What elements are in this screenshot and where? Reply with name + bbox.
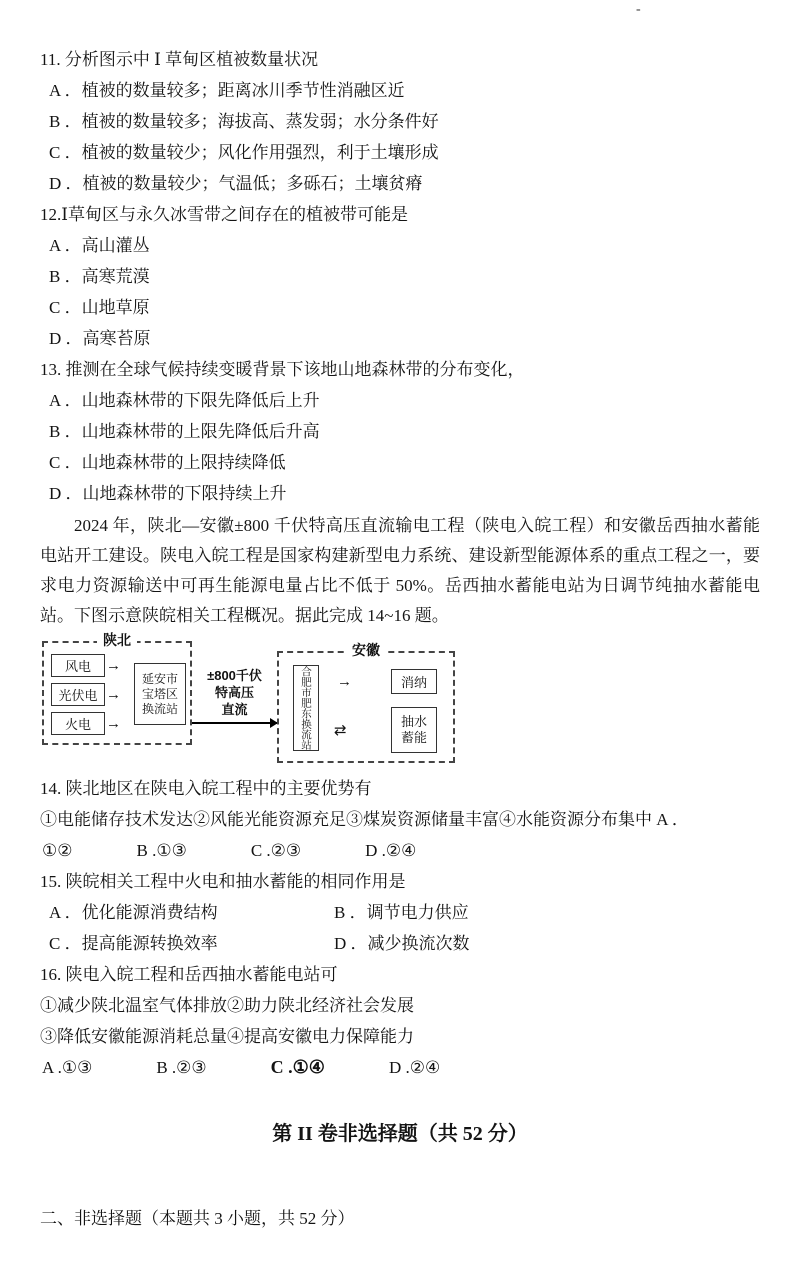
project-diagram (42, 632, 474, 767)
question-14-option-b: B .①③ (136, 841, 187, 860)
question-14-option-a: ①② (42, 841, 73, 860)
question-12-option-a: A ．高山灌丛 (49, 236, 150, 255)
question-16 (40, 959, 760, 1083)
question-16-items-1: ①减少陕北温室气体排放②助力陕北经济社会发展 (40, 996, 414, 1015)
right-arrow-icon: → (106, 715, 121, 732)
right-arrow-icon: → (106, 657, 121, 674)
question-12-stem: 12.Ⅰ草甸区与永久冰雪带之间存在的植被带可能是 (40, 205, 408, 224)
hvdc-uhv-label: 特高压 (214, 685, 254, 700)
question-14-stem: 14. 陕北地区在陕电入皖工程中的主要优势有 (40, 779, 372, 798)
question-16-stem: 16. 陕电入皖工程和岳西抽水蓄能电站可 (40, 965, 338, 984)
thermal-power-box: 火电 (51, 712, 105, 735)
question-14-option-d: D .②④ (365, 841, 417, 860)
double-arrow-icon: ⇄ (334, 722, 347, 739)
question-15-options-row-1 (40, 897, 760, 928)
corner-mark: - (636, 2, 641, 17)
question-13 (40, 354, 760, 509)
section-2-title: 第 II 卷非选择题（共 52 分） (272, 1123, 528, 1145)
shaanbei-region-label: 陕北 (97, 631, 137, 649)
question-13-option-a: A ．山地森林带的下限先降低后上升 (49, 391, 320, 410)
wind-power-box: 风电 (51, 654, 105, 677)
material-paragraph: 2024 年，陕北—安徽±800 千伏特高压直流输电工程（陕电入皖工程）和安徽岳西抽水蓄能电站开工建设。陕电入皖工程是国家构建新型电力系统、建设新型能源体系的重点工程之一，要求电力资源输送中可再生能源电量占比不低于 50%。岳西抽水蓄能电站为日调节纯抽水蓄能电站。下图示意陕皖相关工程概况。据此完成 14~16 题。 (40, 516, 760, 625)
question-12 (40, 199, 760, 354)
question-15-option-c: C ．提高能源转换效率 (49, 934, 218, 953)
hvdc-voltage-label: ±800千伏 (207, 668, 262, 683)
question-15-stem: 15. 陕皖相关工程中火电和抽水蓄能的相同作用是 (40, 872, 406, 891)
section-2-subtitle: 二、非选择题（本题共 3 小题，共 52 分） (40, 1209, 355, 1228)
hvdc-transmission-label (192, 667, 277, 724)
question-14-option-c: C .②③ (250, 841, 302, 860)
anhui-region-label: 安徽 (346, 641, 386, 659)
question-13-option-d: D ．山地森林带的下限持续上升 (49, 484, 287, 503)
question-11-option-d: D ．植被的数量较少；气温低；多砾石；土壤贫瘠 (49, 174, 423, 193)
question-12-option-c: C ．山地草原 (49, 298, 150, 317)
question-15-option-a: A ．优化能源消费结构 (49, 903, 218, 922)
question-15-option-b: B ．调节电力供应 (334, 903, 469, 922)
question-16-items-2: ③降低安徽能源消耗总量④提高安徽电力保障能力 (40, 1027, 414, 1046)
question-11-option-c: C ．植被的数量较少；风化作用强烈，利于土壤形成 (49, 143, 439, 162)
question-16-option-b: B .②③ (156, 1058, 207, 1077)
solar-power-box: 光伏电 (51, 683, 105, 706)
question-16-option-a: A .①③ (42, 1058, 93, 1077)
anhui-region-box (277, 642, 455, 763)
shaanbei-region-box (42, 632, 192, 745)
question-15-option-d: D ．减少换流次数 (334, 934, 470, 953)
question-15-options-row-2 (40, 928, 760, 959)
question-11-option-b: B ．植被的数量较多；海拔高、蒸发弱；水分条件好 (49, 112, 439, 131)
pumped-storage-box: 抽水蓄能 (391, 707, 437, 753)
question-16-option-d: D .②④ (388, 1058, 441, 1077)
question-13-stem: 13. 推测在全球气候持续变暖背景下该地山地森林带的分布变化， (40, 360, 525, 379)
question-15 (40, 866, 760, 959)
question-14-options-row (40, 835, 760, 866)
question-14 (40, 773, 760, 866)
question-11 (40, 44, 760, 199)
hvdc-dc-label: 直流 (221, 702, 248, 717)
transmission-arrow-icon (192, 722, 277, 724)
hefei-converter-station-box (293, 665, 319, 751)
question-16-option-c: C .①④ (270, 1057, 325, 1077)
question-12-option-d: D ．高寒苔原 (49, 329, 151, 348)
consumption-box: 消纳 (391, 669, 437, 694)
question-11-stem: 11. 分析图示中 Ⅰ 草甸区植被数量状况 (40, 50, 319, 69)
question-12-option-b: B ．高寒荒漠 (49, 267, 150, 286)
question-13-option-b: B ．山地森林带的上限先降低后升高 (49, 422, 320, 441)
question-16-options-row (40, 1052, 760, 1083)
hefei-converter-station-label: 合肥市肥东换流站 (300, 666, 312, 750)
question-14-items: ①电能储存技术发达②风能光能资源充足③煤炭资源储量丰富④水能资源分布集中 A ． (40, 810, 689, 829)
question-11-option-a: A ．植被的数量较多；距离冰川季节性消融区近 (49, 81, 405, 100)
yanan-converter-station-box: 延安市宝塔区换流站 (134, 663, 186, 725)
right-arrow-icon: → (106, 686, 121, 703)
question-13-option-c: C ．山地森林带的上限持续降低 (49, 453, 286, 472)
right-arrow-icon: → (337, 673, 352, 690)
